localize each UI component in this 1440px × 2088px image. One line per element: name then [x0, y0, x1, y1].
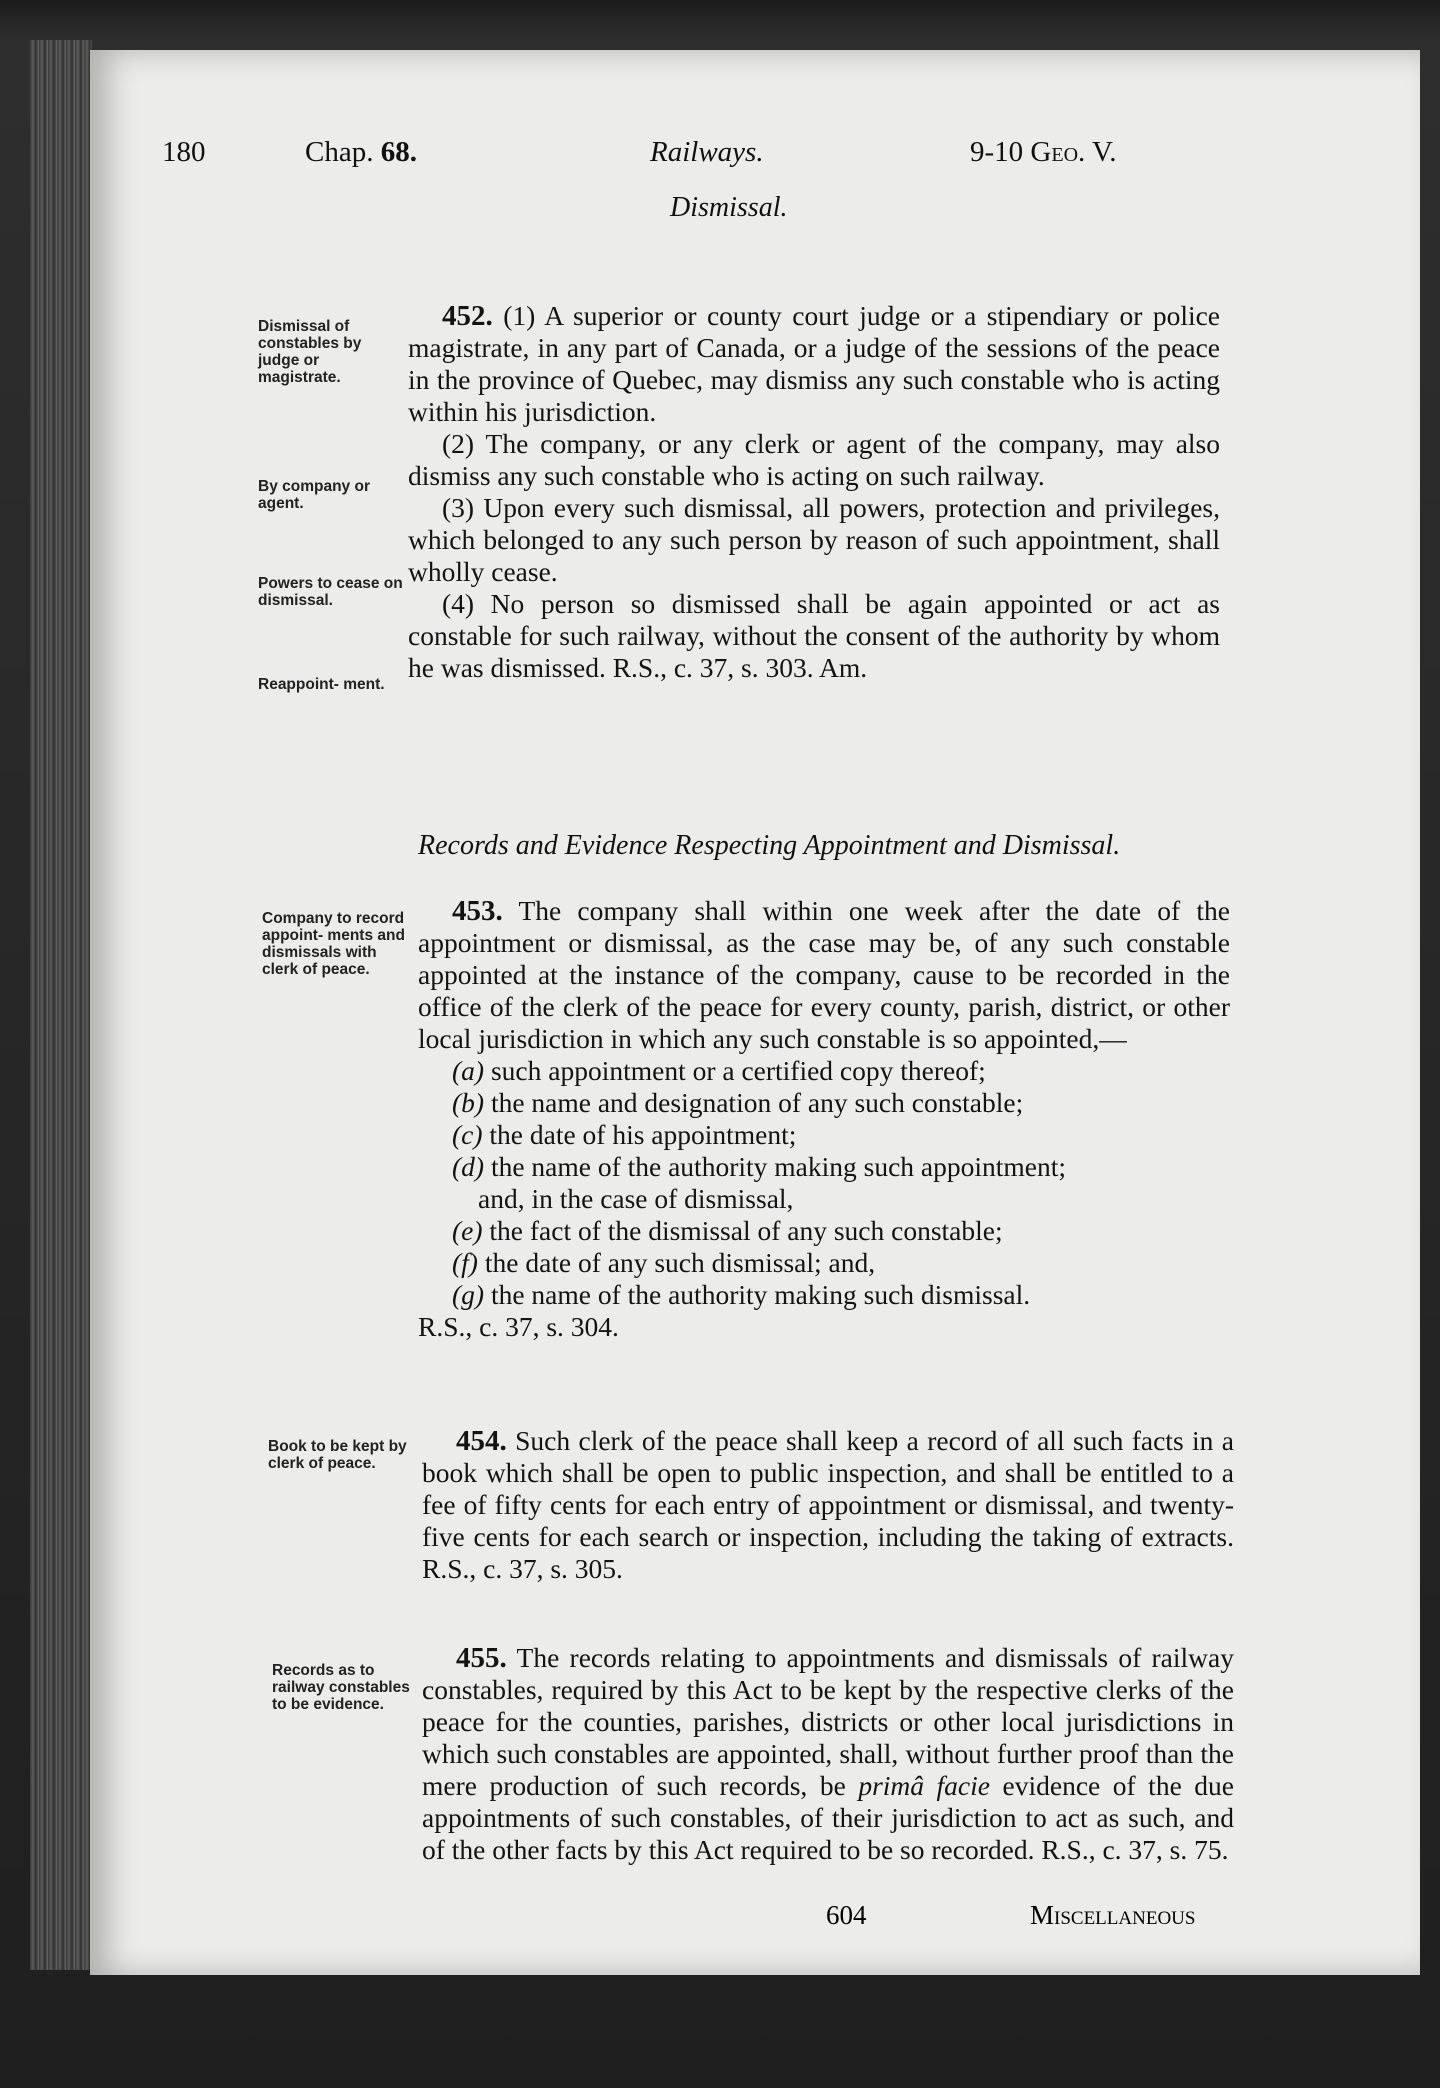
- list-item: (g) the name of the authority making such dismissal.: [452, 1279, 1031, 1310]
- marginal-note: Company to record appoint- ments and dismissals with clerk of peace.: [262, 910, 405, 978]
- chapter-label: [305, 136, 417, 169]
- chapter-number: 68.: [380, 136, 417, 168]
- section-heading-dismissal: Dismissal.: [670, 192, 788, 223]
- list-item: (d) the name of the authority making such appointment;: [452, 1151, 1067, 1182]
- paragraph: (1) A superior or county court judge or a stipendiary or police magistrate, in any part of Canada, or a judge of the sessions of the peace in the province of Quebec, may dismiss any such constable who is acting within his jurisdiction.: [408, 300, 1221, 427]
- section-452: [408, 300, 1220, 684]
- paragraph: (4) No person so dismissed shall be again appointed or act as constable for such railway, without the consent of the authority by whom he was dismissed. R.S., c. 37, s. 303. Am.: [408, 588, 1220, 683]
- marginal-note: Reappoint- ment.: [258, 676, 385, 693]
- running-title: Railways.: [650, 136, 764, 168]
- signature-mark: 604: [826, 1900, 867, 1930]
- marginal-note: Dismissal of constables by judge or magistrate.: [258, 318, 362, 386]
- paragraph: Such clerk of the peace shall keep a record of all such facts in a book which shall be open to public inspection, and shall be entitled to a fee of fifty cents for each entry of appointment or dismissal, and twenty-five cents for each search or inspection, including the taking of extracts. R.S., c. 37, s. 305.: [422, 1425, 1234, 1584]
- list-item: (a) such appointment or a certified copy thereof;: [452, 1055, 986, 1086]
- catchword: Miscellaneous: [1030, 1900, 1196, 1930]
- marginal-note: Book to be kept by clerk of peace.: [268, 1438, 407, 1472]
- paragraph: (3) Upon every such dismissal, all powers, protection and privileges, which belonged to any such person by reason of such appointment, shall wholly cease.: [408, 492, 1220, 587]
- section-number: 454.: [456, 1425, 507, 1457]
- list-item: and, in the case of dismissal,: [478, 1183, 794, 1214]
- marginal-note: By company or agent.: [258, 478, 370, 512]
- section-454: [422, 1425, 1234, 1585]
- marginal-note: Powers to cease on dismissal.: [258, 575, 403, 609]
- paragraph: The company shall within one week after the date of the appointment or dismissal, as the case may be, of any such constable appointed at the instance of the company, cause to be recorded in the office of the clerk of the peace for every county, parish, district, or other local jurisdiction in which any such constable is so appointed,—: [418, 895, 1230, 1054]
- list-item: (c) the date of his appointment;: [452, 1119, 797, 1150]
- section-number: 455.: [456, 1642, 507, 1674]
- latin-phrase: primâ facie: [858, 1770, 990, 1801]
- section-number: 453.: [452, 895, 503, 927]
- list-item: (b) the name and designation of any such constable;: [452, 1087, 1024, 1118]
- list-item: (f) the date of any such dismissal; and,: [452, 1247, 876, 1278]
- section-heading-records: Records and Evidence Respecting Appointment and Dismissal.: [418, 830, 1121, 861]
- list-item: (e) the fact of the dismissal of any such constable;: [452, 1215, 1003, 1246]
- page-number: 180: [162, 136, 206, 168]
- section-453: [418, 895, 1230, 1343]
- paragraph: (2) The company, or any clerk or agent of the company, may also dismiss any such constable who is acting on such railway.: [408, 428, 1220, 491]
- regnal-year: 9-10 Geo. V.: [970, 136, 1117, 168]
- section-455: 455. The records relating to appointments and dismissals of railway constables, required by this Act to be kept by the respective clerks of the peace for the counties, parishes, districts or other local jurisdictions in which such constables are appointed, shall, without further proof than the mere production of such records, be primâ facie evidence of the due appointments of such constables, of their jurisdiction to act as such, and of the other facts by this Act required to be so recorded. R.S., c. 37, s. 75.: [422, 1642, 1234, 1865]
- marginal-note: Records as to railway constables to be evidence.: [272, 1662, 410, 1713]
- section-number: 452.: [442, 300, 493, 332]
- citation: R.S., c. 37, s. 304.: [418, 1311, 619, 1342]
- chapter-prefix: Chap.: [305, 136, 374, 168]
- book-page-edges: [30, 40, 92, 1970]
